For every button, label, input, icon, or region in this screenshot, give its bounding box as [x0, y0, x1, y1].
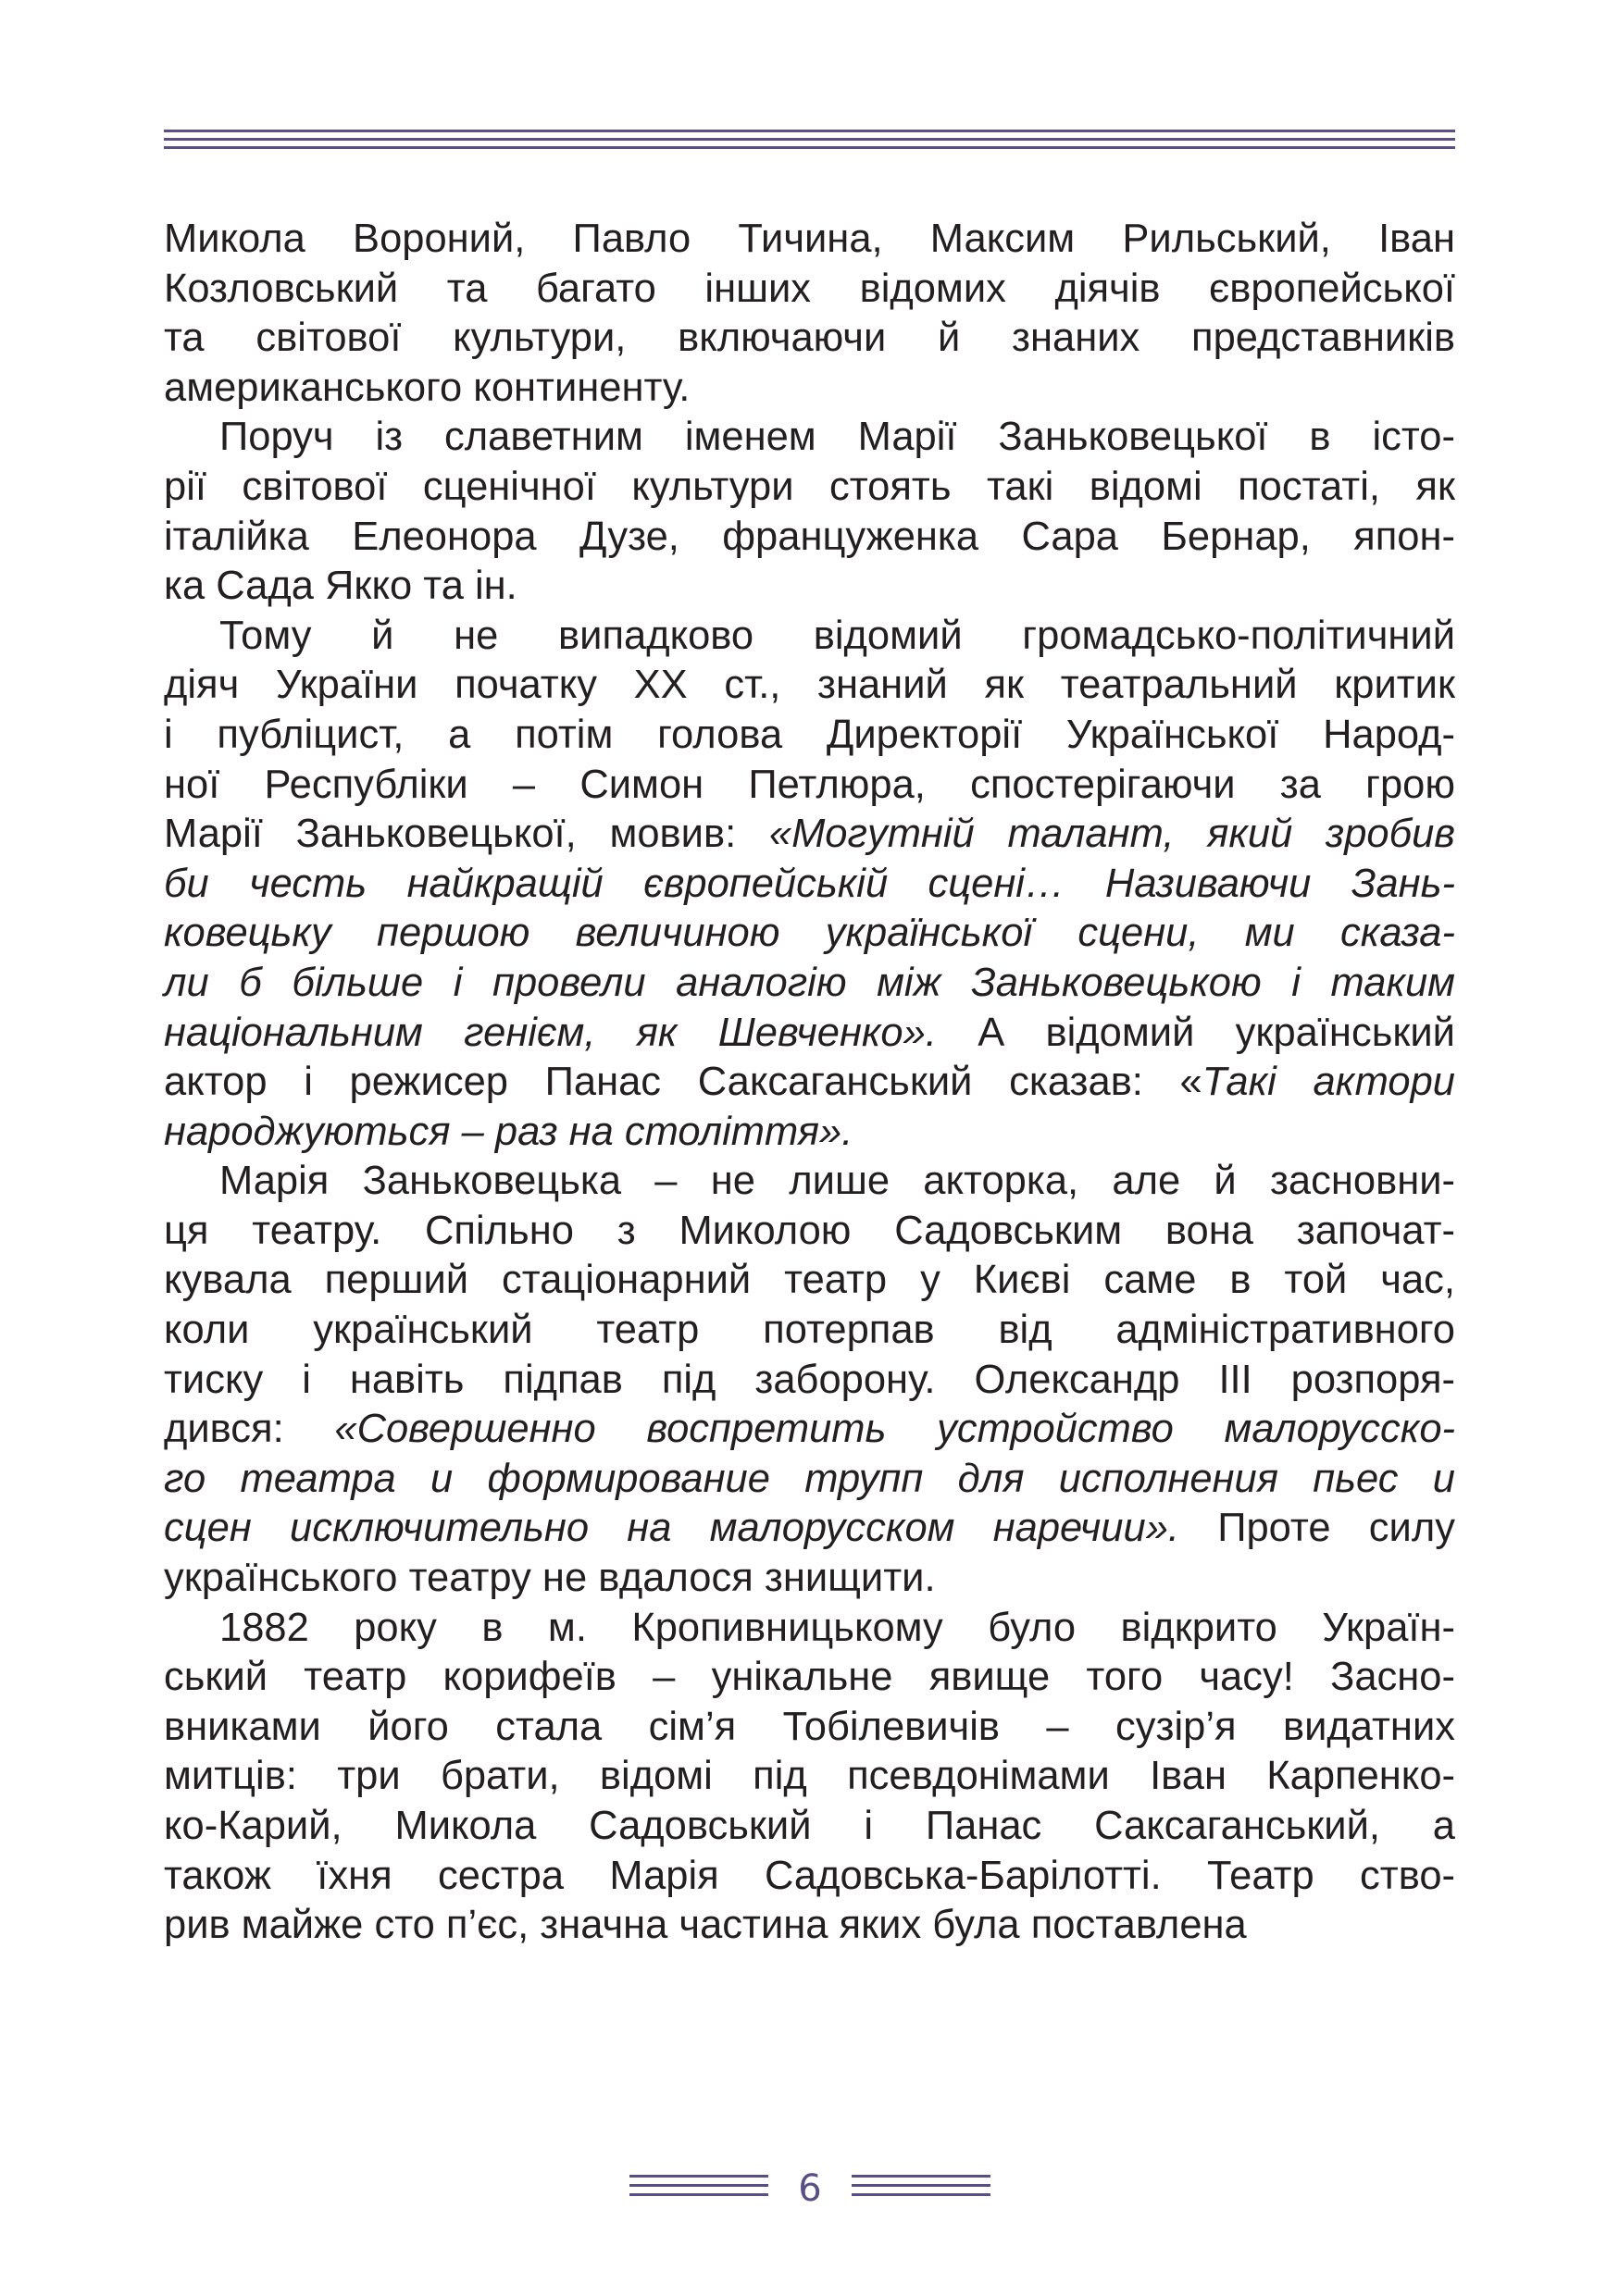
text-segment: рії світової сценічної культури стоять такі відомі постаті, як — [164, 464, 1455, 509]
text-segment: ко-Карий, Микола Садовський і Панас Саксаганський, а — [164, 1804, 1455, 1848]
text-segment: ський театр корифеїв – унікальне явище того часу! Засно- — [164, 1655, 1455, 1700]
text-segment: ця театру. Спільно з Миколою Садовським вона започат- — [164, 1208, 1455, 1253]
quote-text: народжуються – раз на століття». — [164, 1109, 853, 1154]
text-segment: вниками його стала сім’я Тобілевичів – сузір’я видатних — [164, 1704, 1455, 1749]
paragraph — [164, 612, 1455, 1158]
paragraph — [164, 1604, 1455, 1951]
text-line — [164, 1604, 1455, 1654]
text-segment: італійка Елеонора Дузе, француженка Сара Бернар, япон- — [164, 514, 1455, 559]
text-line — [164, 1455, 1455, 1505]
text-segment: А відомий український — [936, 1010, 1455, 1055]
text-line — [164, 1256, 1455, 1306]
text-line — [164, 909, 1455, 959]
quote-text: «Могутній талант, який зробив — [768, 812, 1455, 857]
text-segment: актор і режисер Панас Саксаганський сказав: « — [164, 1060, 1202, 1105]
text-line — [164, 959, 1455, 1009]
text-segment: Марії Заньковецької, мовив: — [164, 812, 769, 857]
text-line — [164, 364, 1455, 414]
text-line — [164, 1405, 1455, 1455]
text-segment: також їхня сестра Марія Садовська-Барілотті. Театр ство- — [164, 1853, 1455, 1898]
text-line — [164, 1752, 1455, 1802]
quote-text: «Совершенно воспретить устройство малорусско- — [334, 1407, 1455, 1452]
paragraph — [164, 1157, 1455, 1603]
text-line — [164, 1802, 1455, 1852]
text-segment: діяч України початку XX ст., знаний як театральний критик — [164, 663, 1455, 708]
text-line — [164, 1207, 1455, 1257]
text-line — [164, 513, 1455, 563]
footer-rule-left — [629, 2166, 768, 2212]
quote-text: ковецьку першою величиною української сцени, ми сказа- — [164, 911, 1455, 956]
text-segment: і публіцист, а потім голова Директорії Української Народ- — [164, 712, 1455, 757]
text-segment: Поруч із славетним іменем Марії Заньковецької в істо- — [219, 415, 1455, 460]
text-line — [164, 1356, 1455, 1406]
text-line — [164, 215, 1455, 265]
quote-text: сцен исключительно на малорусском наречии». — [164, 1506, 1179, 1551]
text-line — [164, 761, 1455, 811]
text-line — [164, 463, 1455, 513]
text-line — [164, 1504, 1455, 1554]
text-segment: митців: три брати, відомі під псевдонімами Іван Карпенко- — [164, 1754, 1455, 1799]
text-segment: 1882 року в м. Кропивницькому було відкрито Україн- — [219, 1605, 1455, 1650]
header-rule-line — [164, 138, 1455, 141]
paragraph — [164, 413, 1455, 611]
text-segment: тиску і навіть підпав під заборону. Олександр III розпоря- — [164, 1357, 1455, 1402]
text-line — [164, 413, 1455, 463]
body-text — [164, 215, 1455, 1951]
text-line — [164, 612, 1455, 662]
text-line — [164, 1901, 1455, 1951]
text-segment: кувала перший стаціонарний театр у Києві саме в той час, — [164, 1258, 1455, 1303]
quote-text: національним генієм, як Шевченко». — [164, 1010, 937, 1055]
text-segment: Проте силу — [1178, 1506, 1455, 1551]
text-line — [164, 860, 1455, 910]
text-segment: ка Сада Якко та ін. — [164, 564, 517, 609]
quote-text: го театра и формирование трупп для исполнения пьес и — [164, 1456, 1455, 1501]
text-line — [164, 810, 1455, 860]
text-line — [164, 1108, 1455, 1158]
text-segment: американського континенту. — [164, 365, 691, 410]
text-line — [164, 314, 1455, 364]
text-segment: Козловський та багато інших відомих діячів європейської — [164, 266, 1455, 311]
page-footer — [0, 2166, 1619, 2212]
text-segment: Тому й не випадково відомий громадсько-політичний — [219, 613, 1455, 658]
text-segment: Микола Вороний, Павло Тичина, Максим Рильський, Іван — [164, 217, 1455, 261]
quote-text: Такі актори — [1202, 1060, 1455, 1105]
text-line — [164, 265, 1455, 315]
text-line — [164, 1554, 1455, 1604]
text-line — [164, 1157, 1455, 1207]
text-segment: українського театру не вдалося знищити. — [164, 1556, 936, 1601]
text-segment: рив майже сто п’єс, значна частина яких була поставлена — [164, 1903, 1247, 1948]
text-segment: коли український театр потерпав від адміністративного — [164, 1308, 1455, 1353]
text-line — [164, 1703, 1455, 1753]
text-line — [164, 1306, 1455, 1356]
paragraph — [164, 215, 1455, 413]
text-line — [164, 562, 1455, 612]
text-segment: та світової культури, включаючи й знаних представників — [164, 316, 1455, 361]
text-line — [164, 1009, 1455, 1059]
quote-text: ли б більше і провели аналогію між Заньковецькою і таким — [164, 960, 1455, 1005]
text-segment: дився: — [164, 1407, 335, 1452]
text-line — [164, 661, 1455, 711]
text-line — [164, 711, 1455, 761]
text-line — [164, 1852, 1455, 1902]
text-segment: Марія Заньковецька – не лише акторка, але й засновни- — [219, 1159, 1455, 1204]
text-line — [164, 1058, 1455, 1108]
text-line — [164, 1653, 1455, 1703]
text-segment: ної Республіки – Симон Петлюра, спостерігаючи за грою — [164, 762, 1455, 807]
quote-text: би честь найкращій європейській сцені… Називаючи Зань- — [164, 861, 1455, 906]
header-rule — [164, 130, 1455, 152]
header-rule-line — [164, 146, 1455, 149]
header-rule-line — [164, 130, 1455, 132]
footer-rule-right — [852, 2166, 990, 2212]
page-number: 6 — [798, 2167, 822, 2210]
